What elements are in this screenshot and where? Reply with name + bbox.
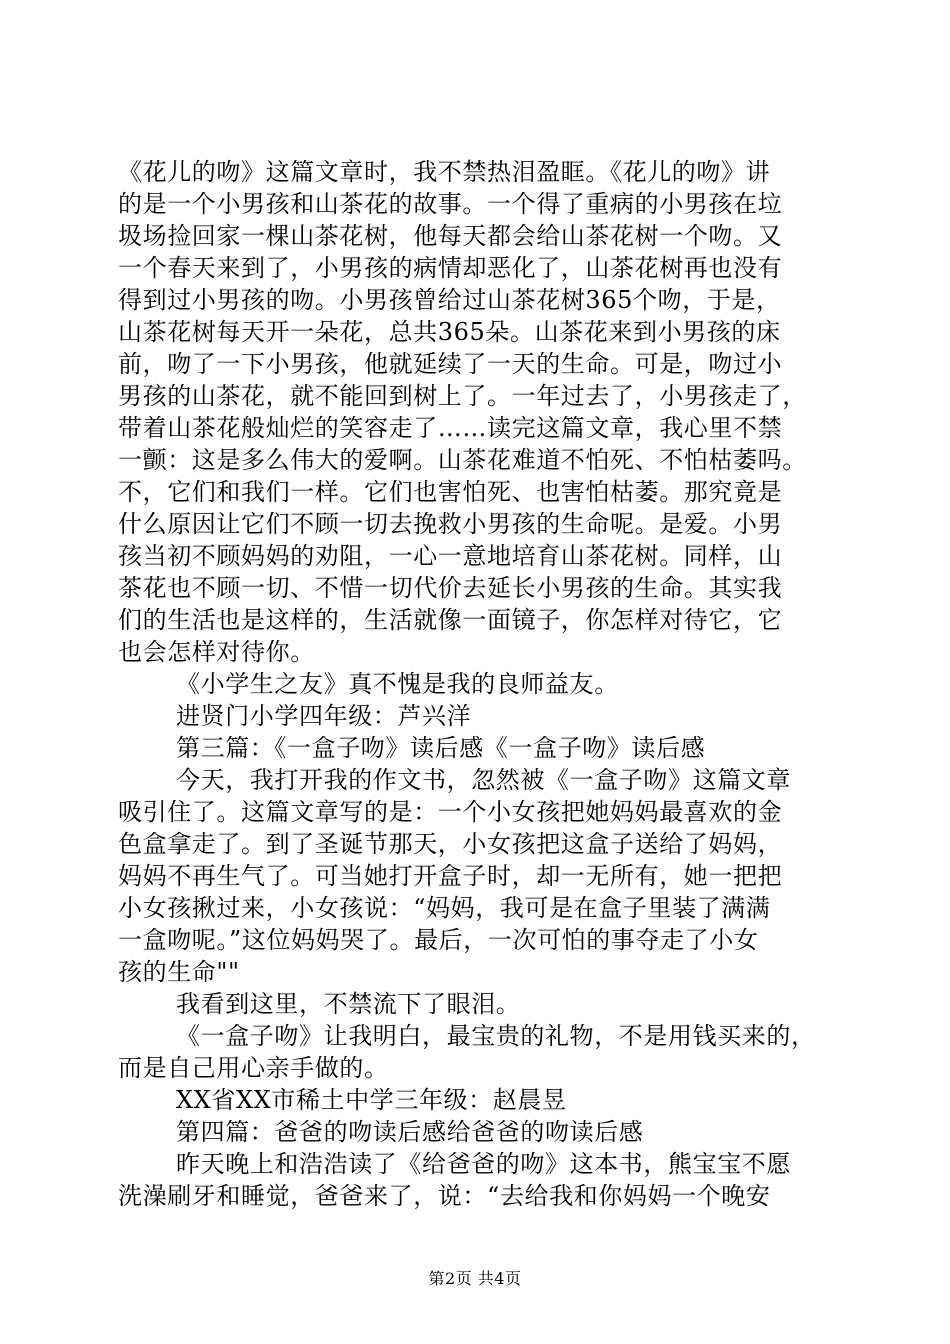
text-line: 也会怎样对待你。 (118, 638, 315, 666)
text-line: 一个春天来到了，小男孩的病情却恶化了，山茶花树再也没有 (118, 254, 783, 282)
text-line: 圾场捡回家一棵山茶花树，他每天都会给山茶花树一个吻。又 (118, 222, 783, 250)
text-line: 《花儿的吻》这篇文章时，我不禁热泪盈眶。《花儿的吻》讲 (118, 158, 771, 186)
text-line: 们的生活也是这样的，生活就像一面镜子，你怎样对待它，它 (118, 606, 783, 634)
text-line: 小女孩揪过来，小女孩说：“妈妈，我可是在盒子里装了满满 (118, 894, 771, 922)
text-line: 吸引住了。这篇文章写的是：一个小女孩把她妈妈最喜欢的金 (118, 798, 783, 826)
text-line: 《一盒子吻》让我明白，最宝贵的礼物，不是用钱买来的， (176, 1022, 816, 1050)
text-line: 的是一个小男孩和山茶花的故事。一个得了重病的小男孩在垃 (118, 190, 783, 218)
document-body (118, 156, 838, 1212)
text-line: XX省XX市稀土中学三年级：赵晨昱 (176, 1086, 567, 1114)
text-line: 孩的生命"" (118, 958, 240, 986)
text-line: 色盒拿走了。到了圣诞节那天，小女孩把这盒子送给了妈妈， (118, 830, 783, 858)
text-line: 男孩的山茶花，就不能回到树上了。一年过去了，小男孩走了， (118, 382, 807, 410)
text-line: 第三篇：《一盒子吻》读后感《一盒子吻》读后感 (176, 734, 706, 762)
text-line: 进贤门小学四年级：芦兴洋 (176, 702, 472, 730)
text-line: 不，它们和我们一样。它们也害怕死、也害怕枯萎。那究竟是 (118, 478, 783, 506)
text-line: 《小学生之友》真不愧是我的良师益友。 (176, 670, 619, 698)
text-line: 得到过小男孩的吻。小男孩曾给过山茶花树365个吻，于是， (118, 286, 781, 314)
text-line: 山茶花树每天开一朵花，总共365朵。山茶花来到小男孩的床 (118, 318, 781, 346)
text-line: 一颤：这是多么伟大的爱啊。山茶花难道不怕死、不怕枯萎吗。 (118, 446, 807, 474)
page-number-label: 第2页 共4页 (428, 1269, 522, 1288)
text-line: 前，吻了一下小男孩，他就延续了一天的生命。可是，吻过小 (118, 350, 783, 378)
text-line: 带着山茶花般灿烂的笑容走了……读完这篇文章，我心里不禁 (118, 414, 783, 442)
text-line: 茶花也不顾一切、不惜一切代价去延长小男孩的生命。其实我 (118, 574, 783, 602)
text-line: 什么原因让它们不顾一切去挽救小男孩的生命呢。是爱。小男 (118, 510, 783, 538)
text-line: 孩当初不顾妈妈的劝阻，一心一意地培育山茶花树。同样，山 (118, 542, 783, 570)
page-footer (0, 1266, 950, 1289)
text-line: 第四篇：爸爸的吻读后感给爸爸的吻读后感 (176, 1118, 644, 1146)
text-line: 洗澡刷牙和睡觉，爸爸来了，说：“去给我和你妈妈一个晚安 (118, 1182, 771, 1210)
text-line: 而是自己用心亲手做的。 (118, 1054, 389, 1082)
text-line: 妈妈不再生气了。可当她打开盒子时，却一无所有，她一把把 (118, 862, 783, 890)
text-line: 我看到这里，不禁流下了眼泪。 (176, 990, 521, 1018)
text-line: 一盒吻呢。”这位妈妈哭了。最后，一次可怕的事夺走了小女 (118, 926, 759, 954)
text-line: 今天，我打开我的作文书，忽然被《一盒子吻》这篇文章 (176, 766, 791, 794)
text-line: 昨天晚上和浩浩读了《给爸爸的吻》这本书，熊宝宝不愿 (176, 1150, 791, 1178)
